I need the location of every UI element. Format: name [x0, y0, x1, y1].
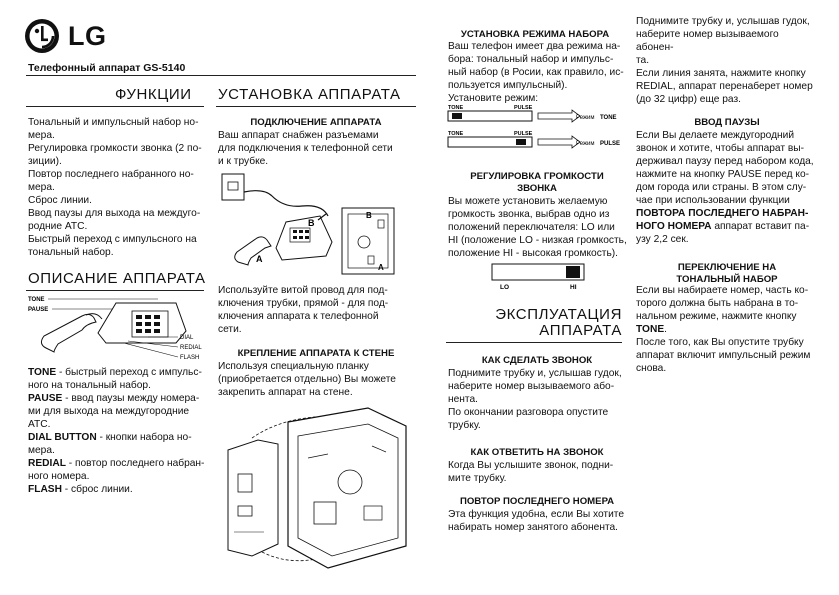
connect-line: и к трубке. — [218, 156, 269, 167]
cord-line: сети. — [218, 324, 242, 335]
function-line: родние АТС. — [28, 221, 88, 232]
wall-line: (приобретается отдельно) Вы можете — [218, 374, 396, 385]
install-title: УСТАНОВКА АППАРАТА — [218, 86, 401, 103]
cord-line: Используйте витой провод для под- — [218, 285, 388, 296]
wall-mount-title: КРЕПЛЕНИЕ АППАРАТА К СТЕНЕ — [237, 348, 395, 359]
description-key: FLASH — [28, 484, 62, 495]
dial-mode-line: Установите режим: — [448, 93, 539, 104]
answer-call-line: мите трубку. — [448, 473, 507, 484]
pause-line: держивал паузу перед набором кода, — [636, 156, 814, 167]
make-call-title: КАК СДЕЛАТЬ ЗВОНОК — [481, 355, 593, 366]
function-line: зиции). — [28, 156, 62, 167]
description-item: PAUSE - ввод паузы между номера- — [28, 393, 200, 404]
description-item-cont: ного на тональный набор. — [28, 380, 151, 391]
pause-line: Если Вы делаете междугородний — [636, 130, 795, 141]
description-item: DIAL BUTTON - кнопки набора но- — [28, 432, 192, 443]
redial-cont-line: REDIAL, аппарат перенаберет номер — [636, 81, 813, 92]
switch1-pulse-label: PULSE — [514, 105, 533, 111]
dial-mode-line: бора: тональный набор и импульс- — [448, 54, 614, 65]
mode-tone-key: TONE — [600, 115, 617, 121]
description-item: TONE - быстрый переход с импульс- — [28, 367, 202, 378]
make-call-text — [448, 367, 630, 432]
answer-call-title: КАК ОТВЕТИТЬ НА ЗВОНОК — [470, 447, 604, 458]
volume-hi-label: HI — [570, 284, 577, 291]
redial-line: набирать номер занятого абонента. — [448, 522, 619, 533]
dial-mode-line: ный набор (в Росии, как правило, ис- — [448, 67, 624, 78]
description-key: PAUSE — [28, 393, 63, 404]
volume-line: положений переключателя: LO или — [448, 222, 615, 233]
wall-mount-diagram — [222, 402, 412, 582]
switch-tone-line: торого должна быть набрана в то- — [636, 298, 799, 309]
dial-mode-text — [448, 40, 630, 105]
mode-tone-text: Режим — [576, 115, 595, 121]
phone-keypad-diagram — [28, 293, 208, 363]
mode-pulse-key: PULSE — [600, 141, 621, 147]
pause-line: дом города или страны. В этом слу- — [636, 182, 807, 193]
redial-continued-text — [636, 15, 818, 106]
volume-lo-label: LO — [500, 284, 510, 291]
mode-pulse-text: Режим — [576, 141, 595, 147]
connect-line: для подключения к телефонной сети — [218, 143, 393, 154]
cord-line: ключения трубки, прямой - для под- — [218, 298, 389, 309]
make-call-line: наберите номер вызываемого або- — [448, 381, 615, 392]
description-key: DIAL BUTTON — [28, 432, 97, 443]
volume-switch-diagram — [488, 262, 598, 292]
description-item-cont: мера. — [28, 445, 55, 456]
operation-title-2: АППАРАТА — [539, 322, 622, 339]
tone-pulse-switch-diagram — [446, 103, 628, 155]
pause-text: Если Вы делаете междугородний звонок и хотите, чтобы аппарат вы- держивал паузу перед набором кода, нажмите на кнопку PAUSE перед ко- дом города или страны. В этом слу- чае при использовании функции ПОВТОРА ПОСЛЕДНЕГО НАБРАН- НОГО НОМЕРА аппарат вставит па- узу 2,2 сек. — [636, 129, 818, 246]
switch-tone-after-line: снова. — [636, 363, 667, 374]
volume-line: громкость звонка, выбрав одно из — [448, 209, 610, 220]
svg-text:A: A — [378, 263, 384, 272]
svg-text:B: B — [366, 211, 372, 220]
switch-tone-text: Если вы набираете номер, часть ко- торого должна быть набрана в то- нальном режиме, нажмите кнопку TONE. После того, как Вы опустите трубку аппарат включит импульсный режим снова. — [636, 284, 818, 375]
redial-cont-line: та. — [636, 55, 650, 66]
redial-title: ПОВТОР ПОСЛЕДНЕГО НОМЕРА — [459, 496, 615, 507]
function-line: мера. — [28, 182, 55, 193]
wall-mount-text — [218, 360, 418, 399]
pause-bold-2: НОГО НОМЕРА — [636, 221, 712, 232]
pause-title: ВВОД ПАУЗЫ — [694, 117, 760, 128]
description-item: FLASH - сброс линии. — [28, 484, 133, 495]
description-key: TONE — [28, 367, 57, 378]
switch-tone-line: нальном режиме, нажмите кнопку — [636, 311, 797, 322]
model-title: Телефонный аппарат GS-5140 — [28, 62, 186, 74]
pause-line: чае при использовании функции — [636, 195, 790, 206]
switch-tone-after-line: аппарат включит импульсный режим — [636, 350, 811, 361]
connect-line: Ваш аппарат снабжен разъемами — [218, 130, 379, 141]
flash-callout: FLASH — [180, 355, 200, 361]
volume-title-2: ЗВОНКА — [517, 183, 557, 194]
description-item: REDIAL - повтор последнего набран- — [28, 458, 205, 469]
functions-title: ФУНКЦИИ — [115, 86, 192, 103]
switch-tone-line: Если вы набираете номер, часть ко- — [636, 285, 809, 296]
tone-callout: TONE — [28, 297, 45, 303]
label-b: B — [308, 218, 315, 228]
header-rule — [26, 75, 416, 76]
answer-call-text — [448, 459, 630, 485]
function-line: Повтор последнего набранного но- — [28, 169, 194, 180]
switch-tone-title: ПЕРЕКЛЮЧЕНИЕ НА — [677, 262, 777, 273]
answer-call-line: Когда Вы услышите звонок, подни- — [448, 460, 614, 471]
volume-line: Вы можете установить желаемую — [448, 196, 608, 207]
connect-text — [218, 129, 418, 168]
description-item-cont: ного номера. — [28, 471, 90, 482]
make-call-line: трубку. — [448, 420, 481, 431]
brand-name: LG — [68, 21, 107, 51]
label-a: A — [256, 254, 263, 264]
dial-mode-line: пользуется импульсный). — [448, 80, 568, 91]
switch1-tone-label: TONE — [448, 105, 464, 111]
switch2-tone-label: TONE — [448, 131, 464, 137]
cord-line: ключения аппарата к телефонной — [218, 311, 379, 322]
switch2-pulse-label: PULSE — [514, 131, 533, 137]
connect-title: ПОДКЛЮЧЕНИЕ АППАРАТА — [250, 117, 382, 128]
lg-logo — [22, 16, 142, 56]
redial-cont-line: (до 32 цифр) еще раз. — [636, 94, 741, 105]
switch-tone-title-2: ТОНАЛЬНЫЙ НАБОР — [676, 274, 778, 285]
function-line: Регулировка громкости звонка (2 по- — [28, 143, 202, 154]
function-line: тональный набор. — [28, 247, 114, 258]
redial-cont-line: наберите номер вызываемого абонен- — [636, 29, 779, 53]
description-item-cont: АТС. — [28, 419, 51, 430]
pause-line: нажмите на кнопку PAUSE перед ко- — [636, 169, 810, 180]
pause-line: звонок и хотите, чтобы аппарат вы- — [636, 143, 804, 154]
redial-callout: REDIAL — [180, 345, 202, 351]
redial-line: Эта функция удобна, если Вы хотите — [448, 509, 625, 520]
function-line: мера. — [28, 130, 55, 141]
function-line: Сброс линии. — [28, 195, 92, 206]
description-item-cont: ми для выхода на междугородние — [28, 406, 190, 417]
description-title: ОПИСАНИЕ АППАРАТА — [28, 270, 206, 287]
volume-title: РЕГУЛИРОВКА ГРОМКОСТИ — [470, 171, 604, 182]
cord-text — [218, 284, 418, 336]
function-line: Ввод паузы для выхода на междуго- — [28, 208, 201, 219]
pause-bold-1: ПОВТОРА ПОСЛЕДНЕГО НАБРАН- — [636, 208, 809, 219]
redial-text — [448, 508, 630, 534]
dial-mode-line: Ваш телефон имеет два режима на- — [448, 41, 621, 52]
pause-callout: PAUSE — [28, 307, 49, 313]
wall-line: Используя специальную планку — [218, 361, 369, 372]
volume-line: HI (положение LO - низкая громкость, — [448, 235, 627, 246]
make-call-line: По окончании разговора опустите — [448, 407, 609, 418]
volume-line: положение HI - высокая громкость). — [448, 248, 618, 259]
redial-cont-line: Поднимите трубку и, услышав гудок, — [636, 16, 810, 27]
wall-line: закрепить аппарат на стене. — [218, 387, 353, 398]
make-call-line: нента. — [448, 394, 478, 405]
redial-cont-line: Если линия занята, нажмите кнопку — [636, 68, 806, 79]
description-list — [28, 366, 208, 496]
dial-mode-title: УСТАНОВКА РЕЖИМА НАБОРА — [460, 29, 610, 40]
connection-diagram — [218, 170, 414, 280]
description-key: REDIAL — [28, 458, 66, 469]
lg-face-icon — [22, 16, 66, 56]
functions-list — [28, 116, 208, 259]
switch-tone-key: TONE — [636, 324, 665, 335]
make-call-line: Поднимите трубку и, услышав гудок, — [448, 368, 622, 379]
volume-text — [448, 195, 630, 260]
switch-tone-after-line: После того, как Вы опустите трубку — [636, 337, 804, 348]
operation-title: ЭКСПЛУАТАЦИЯ — [495, 306, 622, 323]
dial-callout: DIAL — [180, 335, 194, 341]
function-line: Тональный и импульсный набор но- — [28, 117, 199, 128]
function-line: Быстрый переход с импульсного на — [28, 234, 197, 245]
